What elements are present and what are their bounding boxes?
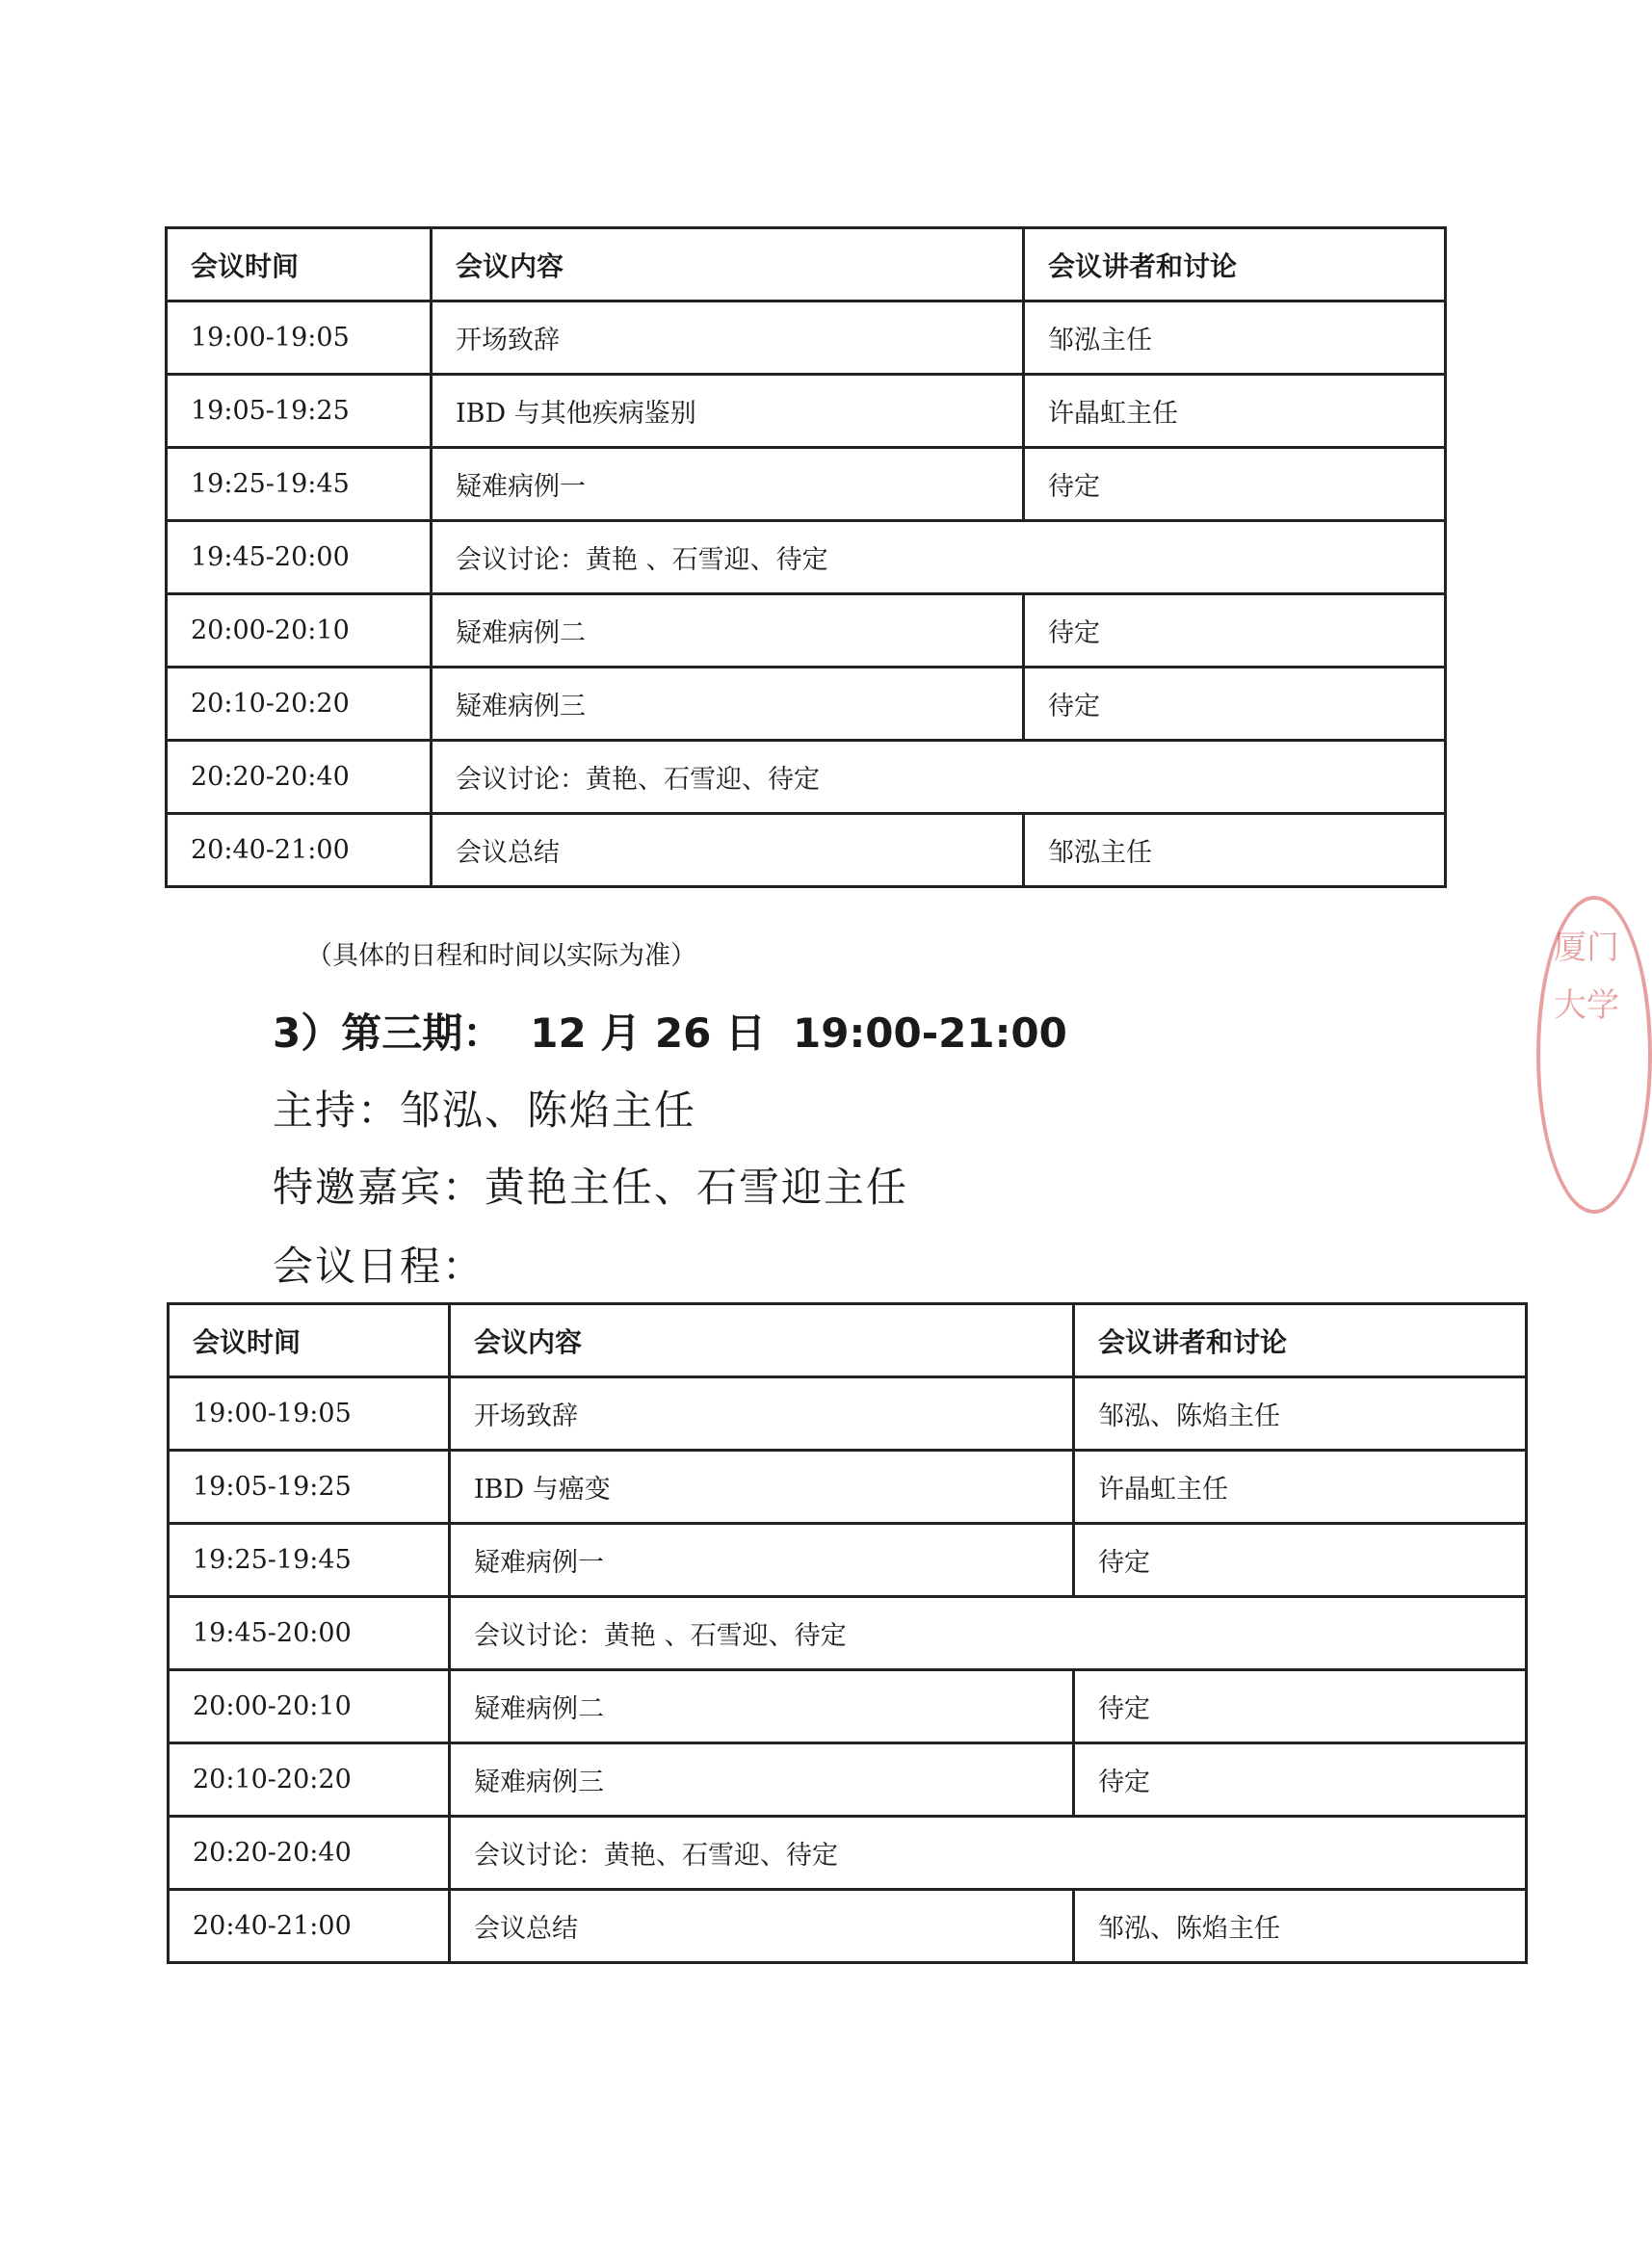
row-time: 20:20-20:40: [169, 1817, 450, 1890]
row-time: 20:10-20:20: [167, 668, 432, 741]
table-row: [167, 521, 1446, 594]
table-header-row: [167, 228, 1446, 301]
row-speaker: 待定: [1024, 594, 1446, 668]
table-row: [167, 301, 1446, 375]
row-time: 19:00-19:05: [169, 1377, 450, 1451]
row-content: 疑难病例一: [450, 1524, 1074, 1597]
row-content: IBD 与癌变: [450, 1451, 1074, 1524]
row-discussion: 会议讨论：黄艳、石雪迎、待定: [432, 741, 1446, 814]
row-time: 20:00-20:10: [167, 594, 432, 668]
row-speaker: 待定: [1074, 1743, 1527, 1817]
row-speaker: 许晶虹主任: [1024, 375, 1446, 448]
row-discussion: 会议讨论：黄艳 、石雪迎、待定: [450, 1597, 1527, 1670]
row-content: 会议总结: [450, 1890, 1074, 1963]
row-speaker: 许晶虹主任: [1074, 1451, 1527, 1524]
table-row: [167, 668, 1446, 741]
schedule-table-3: [167, 1302, 1528, 1964]
table-row: [169, 1743, 1527, 1817]
row-content: 疑难病例一: [432, 448, 1024, 521]
row-time: 19:05-19:25: [169, 1451, 450, 1524]
table-row: [169, 1817, 1527, 1890]
table-row: [169, 1524, 1527, 1597]
table-row: [169, 1451, 1527, 1524]
row-time: 20:20-20:40: [167, 741, 432, 814]
row-content: 疑难病例二: [450, 1670, 1074, 1743]
header-content: 会议内容: [432, 228, 1024, 301]
row-content: 疑难病例三: [450, 1743, 1074, 1817]
row-time: 19:45-20:00: [167, 521, 432, 594]
table-row: [169, 1597, 1527, 1670]
section-3-time: 19:00-21:00: [793, 1009, 1067, 1057]
row-time: 20:40-21:00: [167, 814, 432, 887]
schedule-note: （具体的日程和时间以实际为准）: [306, 941, 696, 971]
row-discussion: 会议讨论：黄艳、石雪迎、待定: [450, 1817, 1527, 1890]
schedule-table-2: [165, 226, 1447, 888]
row-content: 会议总结: [432, 814, 1024, 887]
row-speaker: 待定: [1074, 1670, 1527, 1743]
row-content: IBD 与其他疾病鉴别: [432, 375, 1024, 448]
row-speaker: 邹泓、陈焰主任: [1074, 1377, 1527, 1451]
section-3-heading: [273, 1002, 1094, 1060]
row-time: 19:45-20:00: [169, 1597, 450, 1670]
row-time: 19:25-19:45: [169, 1524, 450, 1597]
table-header-row: [169, 1304, 1527, 1377]
header-time: 会议时间: [167, 228, 432, 301]
table-row: [167, 594, 1446, 668]
section-3-title: 3）第三期：: [273, 1009, 504, 1057]
header-speaker: 会议讲者和讨论: [1024, 228, 1446, 301]
table-row: [169, 1377, 1527, 1451]
row-time: 20:10-20:20: [169, 1743, 450, 1817]
row-speaker: 邹泓、陈焰主任: [1074, 1890, 1527, 1963]
host-line: 主持：邹泓、陈焰主任: [273, 1087, 697, 1134]
row-speaker: 邹泓主任: [1024, 814, 1446, 887]
header-time: 会议时间: [169, 1304, 450, 1377]
row-time: 20:00-20:10: [169, 1670, 450, 1743]
row-time: 19:05-19:25: [167, 375, 432, 448]
agenda-label: 会议日程：: [273, 1243, 485, 1290]
section-3-date: 12 月 26 日: [530, 1009, 766, 1057]
row-content: 开场致辞: [432, 301, 1024, 375]
row-content: 疑难病例三: [432, 668, 1024, 741]
row-time: 20:40-21:00: [169, 1890, 450, 1963]
table-row: [167, 741, 1446, 814]
red-seal-stamp: 厦门大学: [1536, 896, 1652, 1214]
table-row: [167, 375, 1446, 448]
row-speaker: 待定: [1024, 448, 1446, 521]
row-speaker: 待定: [1024, 668, 1446, 741]
row-content: 疑难病例二: [432, 594, 1024, 668]
row-time: 19:00-19:05: [167, 301, 432, 375]
table-row: [169, 1890, 1527, 1963]
guest-line: 特邀嘉宾：黄艳主任、石雪迎主任: [273, 1164, 909, 1211]
header-content: 会议内容: [450, 1304, 1074, 1377]
row-discussion: 会议讨论：黄艳 、石雪迎、待定: [432, 521, 1446, 594]
row-speaker: 邹泓主任: [1024, 301, 1446, 375]
table-row: [167, 448, 1446, 521]
table-row: [167, 814, 1446, 887]
row-time: 19:25-19:45: [167, 448, 432, 521]
header-speaker: 会议讲者和讨论: [1074, 1304, 1527, 1377]
row-content: 开场致辞: [450, 1377, 1074, 1451]
row-speaker: 待定: [1074, 1524, 1527, 1597]
table-row: [169, 1670, 1527, 1743]
